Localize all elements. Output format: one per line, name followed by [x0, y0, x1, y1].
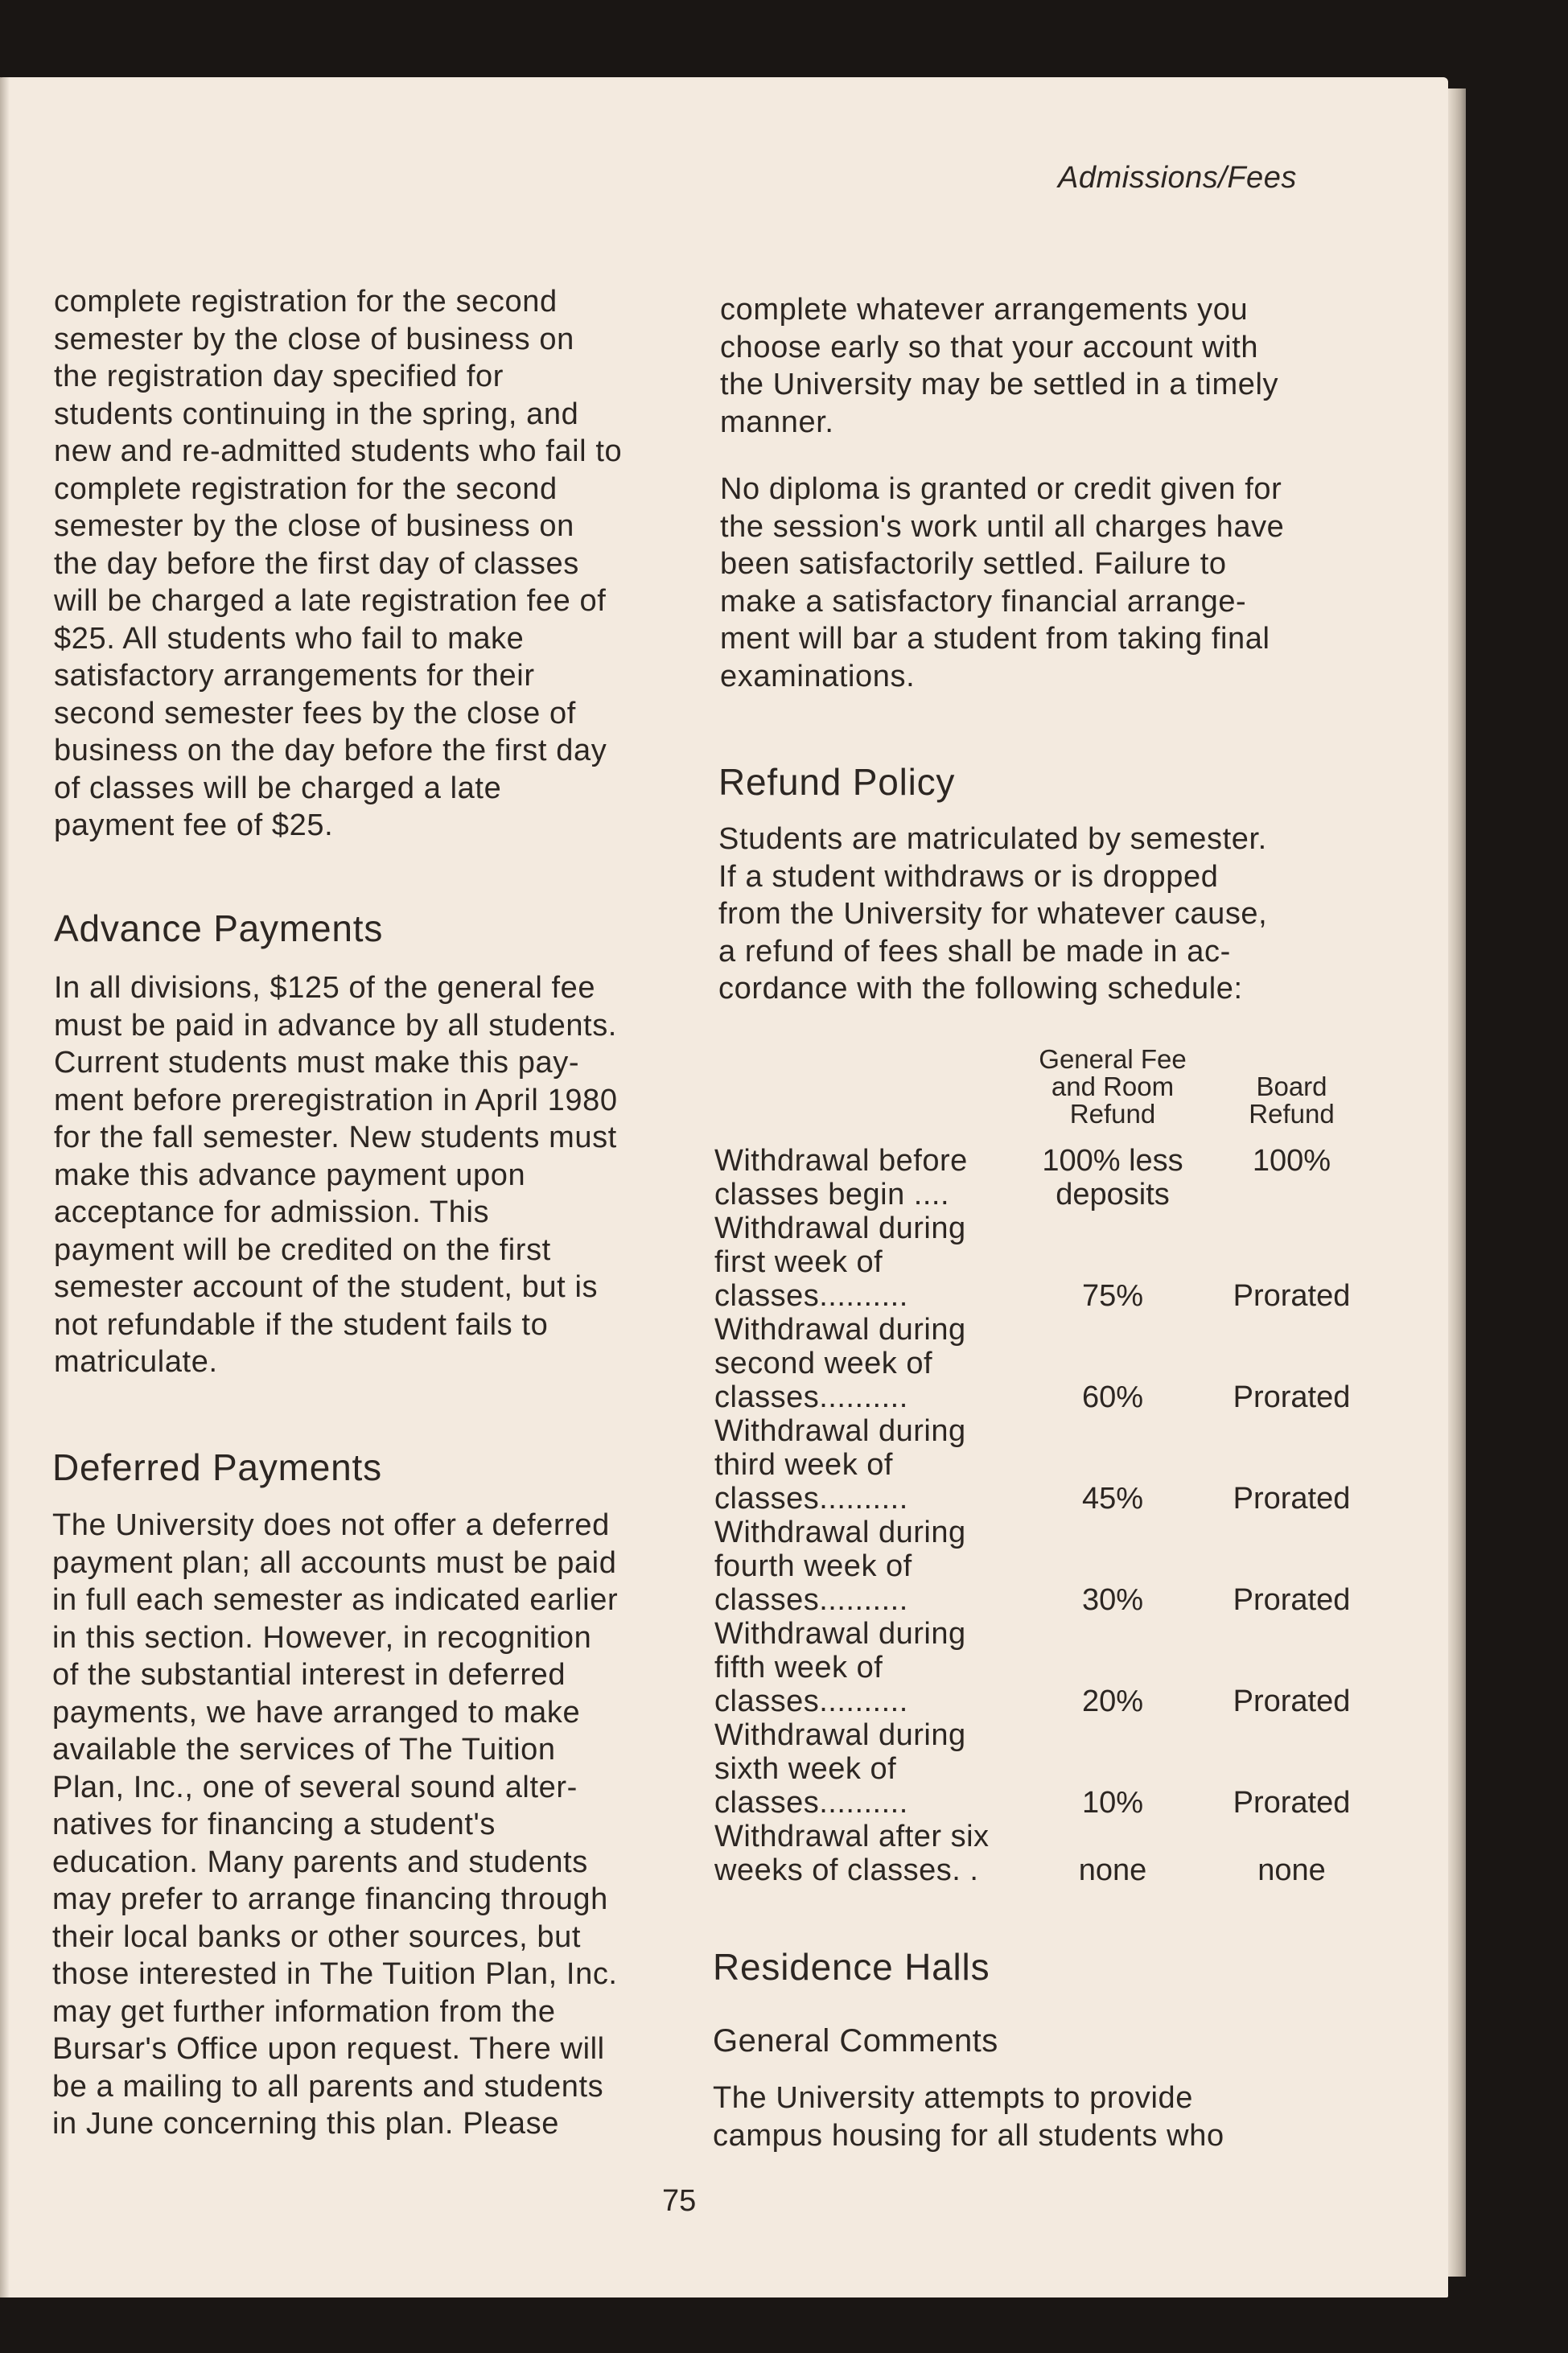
spine-shadow — [0, 77, 10, 2297]
table-cell-general-fee: 20% — [1081, 1685, 1144, 1718]
table-row-label: Withdrawal during second week of classes.......... — [714, 1313, 966, 1414]
general-comments-paragraph: The University attempts to provide campus housing for all students who — [713, 2081, 1224, 2153]
table-cell-general-fee: 100% less deposits — [1042, 1144, 1183, 1211]
table-cell-board: Prorated — [1233, 1786, 1351, 1820]
advance-payments-heading: Advance Payments — [54, 907, 384, 949]
table-cell-general-fee: 45% — [1081, 1482, 1144, 1516]
table-cell-board: Prorated — [1233, 1380, 1351, 1414]
page-edge — [1448, 88, 1466, 2277]
diploma-paragraph: No diploma is granted or credit given for the session's work until all charges have been satisfactorily settled. Failure to make a satisfactory financial arrange- ment will bar a student from taking final examinations. — [720, 472, 1285, 693]
table-cell-general-fee: none — [1078, 1853, 1147, 1887]
table-row-label: Withdrawal before classes begin .... — [714, 1144, 968, 1211]
table-row-label: Withdrawal during third week of classes.......... — [714, 1414, 966, 1516]
deferred-payments-paragraph: The University does not offer a deferred payment plan; all accounts must be paid in full each semester as indicated earlier in this section. However, in recognition of the substantial interest in deferred payments, we have arranged to make available the services of The Tuition Plan, Inc., one of several sound alter- natives for financing a student's education. Many parents and students may prefer to arrange financing through their local banks or other sources, but those interested in The Tuition Plan, Inc. may get further information from the Bursar's Office upon request. There will be a mailing to all parents and students in June concerning this plan. Please — [52, 1508, 619, 2141]
residence-halls-heading: Residence Halls — [713, 1946, 990, 1988]
table-cell-board: Prorated — [1233, 1279, 1351, 1313]
left-intro-paragraph: complete registration for the second semester by the close of business on the registration day specified for students continuing in the spring, and new and re-admitted students who fail to complete registration for the second semester by the close of business on the day before the first day of classes will be charged a late registration fee of $25. All students who fail to make satisfactory arrangements for their second semester fees by the close of business on the day before the first day of classes will be charged a late payment fee of $25. — [54, 285, 623, 842]
table-cell-board: Prorated — [1233, 1583, 1351, 1617]
refund-policy-heading: Refund Policy — [718, 761, 956, 803]
table-cell-board: 100% — [1252, 1144, 1331, 1178]
table-cell-general-fee: 10% — [1081, 1786, 1144, 1820]
refund-schedule-table — [714, 1046, 1374, 1898]
advance-payments-paragraph: In all divisions, $125 of the general fee must be paid in advance by all students. Current students must make this pay- ment before preregistration in April 1980 for the fall semester. New students must make this advance payment upon acceptance for admission. This payment will be credited on the first semester account of the student, but is not refundable if the student fails to matriculate. — [54, 971, 618, 1379]
table-cell-general-fee: 30% — [1081, 1583, 1144, 1617]
table-cell-board: Prorated — [1233, 1482, 1351, 1516]
table-cell-board: Prorated — [1233, 1685, 1351, 1718]
table-row-label: Withdrawal during sixth week of classes.......... — [714, 1718, 966, 1820]
table-cell-general-fee: 60% — [1081, 1380, 1144, 1414]
general-comments-heading: General Comments — [713, 2023, 998, 2059]
table-row-label: Withdrawal during fourth week of classes.......... — [714, 1516, 966, 1617]
running-header: Admissions/Fees — [1058, 161, 1297, 195]
page-number: 75 — [662, 2184, 697, 2218]
table-row-label: Withdrawal after six weeks of classes. . — [714, 1820, 990, 1887]
col-general-fee-header: General Fee and Room Refund — [1039, 1044, 1187, 1129]
table-row-label: Withdrawal during first week of classes.......... — [714, 1211, 966, 1313]
table-cell-general-fee: 75% — [1081, 1279, 1144, 1313]
table-row-label: Withdrawal during fifth week of classes.......... — [714, 1617, 966, 1718]
deferred-payments-heading: Deferred Payments — [52, 1446, 382, 1488]
right-continued-paragraph: complete whatever arrangements you choose early so that your account with the University may be settled in a timely manner. — [720, 293, 1279, 439]
refund-policy-paragraph: Students are matriculated by semester. If a student withdraws or is dropped from the University for whatever cause, a refund of fees shall be made in ac- cordance with the following schedule: — [718, 822, 1268, 1006]
col-board-header: Board Refund — [1249, 1072, 1335, 1129]
table-cell-board: none — [1257, 1853, 1326, 1887]
